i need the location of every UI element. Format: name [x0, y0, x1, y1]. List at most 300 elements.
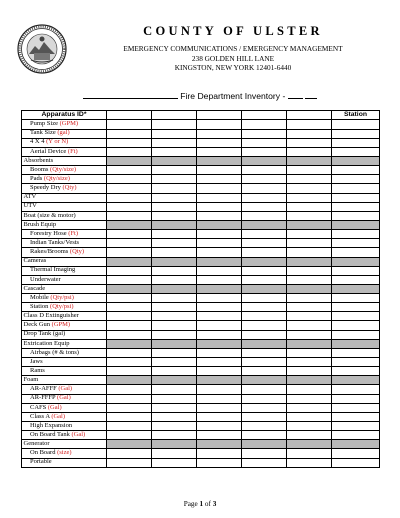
station-cell[interactable]: [332, 211, 380, 220]
station-cell[interactable]: [332, 239, 380, 248]
total-pages: 3: [212, 500, 217, 508]
station-cell[interactable]: [332, 193, 380, 202]
station-cell[interactable]: [332, 303, 380, 312]
apparatus-cell[interactable]: [287, 303, 332, 312]
apparatus-cell[interactable]: [107, 166, 152, 175]
apparatus-cell: [107, 440, 152, 449]
station-cell[interactable]: [332, 147, 380, 156]
apparatus-cell[interactable]: [197, 175, 242, 184]
department-line: EMERGENCY COMMUNICATIONS / EMERGENCY MANAGEMENT: [123, 44, 343, 53]
row-unit: (Ft): [68, 229, 79, 237]
row-label-text: AR-FFFP: [30, 394, 58, 402]
apparatus-cell[interactable]: [242, 449, 287, 458]
apparatus-cell[interactable]: [152, 111, 197, 120]
of-word: of: [203, 500, 213, 508]
apparatus-cell[interactable]: [287, 147, 332, 156]
station-cell[interactable]: [332, 312, 380, 321]
apparatus-cell: [107, 220, 152, 229]
apparatus-cell[interactable]: [107, 358, 152, 367]
apparatus-cell[interactable]: [197, 458, 242, 467]
row-label: [22, 431, 107, 440]
apparatus-cell[interactable]: [242, 120, 287, 129]
station-cell[interactable]: [332, 394, 380, 403]
row-label: [22, 266, 107, 275]
apparatus-cell[interactable]: [287, 385, 332, 394]
apparatus-cell[interactable]: [197, 330, 242, 339]
row-label-text: Airbags (# & tons): [30, 348, 79, 356]
apparatus-cell[interactable]: [287, 431, 332, 440]
apparatus-cell: [197, 220, 242, 229]
apparatus-cell[interactable]: [287, 175, 332, 184]
row-label: [22, 367, 107, 376]
apparatus-cell[interactable]: [107, 111, 152, 120]
row-label-text: UTV: [23, 202, 37, 210]
row-label-text: Pads: [30, 175, 44, 183]
station-cell[interactable]: [332, 120, 380, 129]
apparatus-cell[interactable]: [152, 449, 197, 458]
apparatus-cell[interactable]: [242, 367, 287, 376]
apparatus-cell[interactable]: [242, 111, 287, 120]
station-cell[interactable]: [332, 367, 380, 376]
apparatus-cell[interactable]: [107, 321, 152, 330]
apparatus-cell: [287, 220, 332, 229]
station-cell[interactable]: [332, 248, 380, 257]
station-header: Station: [332, 111, 380, 120]
apparatus-cell[interactable]: [152, 312, 197, 321]
apparatus-cell[interactable]: [107, 193, 152, 202]
category-row: [22, 156, 380, 165]
apparatus-cell[interactable]: [197, 184, 242, 193]
apparatus-cell[interactable]: [287, 394, 332, 403]
row-unit: (Qty/psi): [50, 303, 74, 311]
apparatus-cell[interactable]: [197, 230, 242, 239]
apparatus-cell[interactable]: [197, 312, 242, 321]
apparatus-cell[interactable]: [107, 458, 152, 467]
apparatus-cell[interactable]: [197, 321, 242, 330]
row-label-text: Foam: [23, 376, 39, 384]
apparatus-cell[interactable]: [242, 138, 287, 147]
table-header-row: [22, 111, 380, 120]
apparatus-cell[interactable]: [287, 458, 332, 467]
apparatus-cell[interactable]: [197, 211, 242, 220]
apparatus-cell[interactable]: [197, 111, 242, 120]
apparatus-cell[interactable]: [287, 129, 332, 138]
row-label-text: Cameras: [23, 257, 47, 265]
county-seal-icon: [17, 24, 67, 74]
apparatus-cell[interactable]: [107, 239, 152, 248]
station-cell[interactable]: [332, 129, 380, 138]
row-label: [22, 321, 107, 330]
apparatus-cell[interactable]: [287, 275, 332, 284]
apparatus-cell[interactable]: [152, 184, 197, 193]
apparatus-cell[interactable]: [242, 184, 287, 193]
apparatus-cell[interactable]: [197, 412, 242, 421]
apparatus-cell[interactable]: [152, 403, 197, 412]
row-label-text: On Board Tank: [30, 430, 72, 438]
apparatus-cell: [197, 339, 242, 348]
row-unit: (Gal): [47, 403, 62, 411]
apparatus-cell[interactable]: [107, 403, 152, 412]
apparatus-cell[interactable]: [152, 147, 197, 156]
apparatus-cell[interactable]: [152, 193, 197, 202]
apparatus-cell[interactable]: [242, 239, 287, 248]
apparatus-cell[interactable]: [107, 348, 152, 357]
table-row: [22, 175, 380, 184]
table-row: [22, 230, 380, 239]
table-row: [22, 120, 380, 129]
apparatus-cell[interactable]: [242, 330, 287, 339]
apparatus-cell[interactable]: [242, 248, 287, 257]
station-cell[interactable]: [332, 138, 380, 147]
apparatus-cell[interactable]: [107, 248, 152, 257]
table-row: [22, 422, 380, 431]
station-cell: [332, 284, 380, 293]
apparatus-cell[interactable]: [287, 248, 332, 257]
apparatus-cell[interactable]: [242, 230, 287, 239]
apparatus-cell[interactable]: [152, 385, 197, 394]
row-label-text: Absorbents: [23, 156, 54, 164]
station-cell[interactable]: [332, 412, 380, 421]
apparatus-cell[interactable]: [287, 230, 332, 239]
apparatus-cell[interactable]: [197, 193, 242, 202]
apparatus-cell[interactable]: [242, 458, 287, 467]
apparatus-cell[interactable]: [152, 294, 197, 303]
apparatus-cell[interactable]: [107, 422, 152, 431]
row-label-text: Rakes/Brooms: [30, 248, 70, 256]
apparatus-cell[interactable]: [287, 321, 332, 330]
row-label-text: Mobile: [30, 293, 51, 301]
row-unit: (Y or N): [46, 138, 69, 146]
apparatus-cell[interactable]: [197, 303, 242, 312]
apparatus-cell[interactable]: [107, 202, 152, 211]
row-label-text: Pump Size: [30, 120, 60, 128]
table-row: [22, 449, 380, 458]
row-label: [22, 294, 107, 303]
apparatus-cell[interactable]: [107, 303, 152, 312]
station-cell[interactable]: [332, 275, 380, 284]
apparatus-cell[interactable]: [152, 348, 197, 357]
row-label-text: Generator: [23, 440, 50, 448]
row-label: [22, 403, 107, 412]
row-label: [22, 147, 107, 156]
apparatus-cell[interactable]: [197, 394, 242, 403]
row-unit: (GPM): [59, 120, 79, 128]
current-page: 1: [199, 500, 204, 508]
apparatus-cell: [197, 257, 242, 266]
apparatus-cell[interactable]: [152, 303, 197, 312]
station-cell[interactable]: [332, 266, 380, 275]
apparatus-cell[interactable]: [242, 303, 287, 312]
apparatus-cell[interactable]: [287, 239, 332, 248]
apparatus-cell[interactable]: [287, 449, 332, 458]
row-label: [22, 120, 107, 129]
row-label: [22, 220, 107, 229]
apparatus-cell: [242, 440, 287, 449]
date-blank-2[interactable]: [305, 98, 317, 99]
apparatus-cell: [242, 284, 287, 293]
table-row: [22, 367, 380, 376]
table-row: [22, 239, 380, 248]
station-cell[interactable]: [332, 403, 380, 412]
apparatus-cell[interactable]: [107, 312, 152, 321]
station-cell[interactable]: [332, 348, 380, 357]
row-label-text: Thermal Imaging: [30, 266, 76, 274]
apparatus-cell[interactable]: [152, 412, 197, 421]
apparatus-cell[interactable]: [152, 266, 197, 275]
apparatus-cell[interactable]: [107, 394, 152, 403]
apparatus-cell[interactable]: [107, 175, 152, 184]
apparatus-cell[interactable]: [242, 394, 287, 403]
table-row: [22, 266, 380, 275]
apparatus-cell[interactable]: [197, 358, 242, 367]
apparatus-cell[interactable]: [197, 120, 242, 129]
table-row: [22, 431, 380, 440]
name-blank[interactable]: [83, 98, 178, 99]
row-label: [22, 449, 107, 458]
table-row: [22, 348, 380, 357]
apparatus-cell[interactable]: [107, 138, 152, 147]
apparatus-cell[interactable]: [242, 312, 287, 321]
agency-address: [70, 44, 396, 73]
row-label-text: Brush Equip: [23, 220, 57, 228]
table-row: [22, 294, 380, 303]
station-cell[interactable]: [332, 422, 380, 431]
apparatus-cell[interactable]: [197, 266, 242, 275]
apparatus-cell[interactable]: [197, 239, 242, 248]
table-row: [22, 412, 380, 421]
category-row: [22, 257, 380, 266]
row-label: [22, 330, 107, 339]
apparatus-cell[interactable]: [287, 111, 332, 120]
apparatus-cell[interactable]: [152, 330, 197, 339]
row-label: [22, 211, 107, 220]
apparatus-cell[interactable]: [152, 211, 197, 220]
apparatus-cell: [242, 156, 287, 165]
apparatus-cell[interactable]: [197, 166, 242, 175]
apparatus-cell[interactable]: [287, 348, 332, 357]
row-unit: (size): [57, 449, 72, 457]
station-cell[interactable]: [332, 175, 380, 184]
apparatus-cell[interactable]: [242, 422, 287, 431]
station-cell[interactable]: [332, 330, 380, 339]
row-label: [22, 376, 107, 385]
apparatus-cell[interactable]: [287, 403, 332, 412]
row-label: [22, 358, 107, 367]
apparatus-cell[interactable]: [107, 184, 152, 193]
apparatus-cell[interactable]: [197, 403, 242, 412]
apparatus-cell[interactable]: [107, 449, 152, 458]
table-row: [22, 138, 380, 147]
street-line: 238 GOLDEN HILL LANE: [191, 53, 275, 63]
apparatus-cell[interactable]: [242, 385, 287, 394]
station-cell[interactable]: [332, 358, 380, 367]
apparatus-cell[interactable]: [197, 449, 242, 458]
apparatus-cell[interactable]: [152, 239, 197, 248]
apparatus-cell[interactable]: [197, 138, 242, 147]
apparatus-cell[interactable]: [287, 330, 332, 339]
apparatus-cell[interactable]: [287, 184, 332, 193]
row-unit: (Gal): [58, 385, 73, 393]
apparatus-cell[interactable]: [152, 275, 197, 284]
apparatus-cell[interactable]: [242, 129, 287, 138]
row-label-text: Rams: [30, 367, 45, 374]
row-label-text: Indian Tanks/Vests: [30, 239, 80, 247]
row-label: [22, 166, 107, 175]
apparatus-cell[interactable]: [107, 367, 152, 376]
apparatus-cell[interactable]: [242, 175, 287, 184]
row-label-text: Speedy Dry: [30, 184, 63, 192]
station-cell[interactable]: [332, 431, 380, 440]
table-row: [22, 275, 380, 284]
apparatus-cell[interactable]: [287, 412, 332, 421]
apparatus-cell[interactable]: [287, 367, 332, 376]
apparatus-cell[interactable]: [197, 248, 242, 257]
station-cell: [332, 339, 380, 348]
apparatus-cell[interactable]: [152, 248, 197, 257]
apparatus-cell[interactable]: [152, 431, 197, 440]
row-label: [22, 129, 107, 138]
row-label: [22, 284, 107, 293]
apparatus-cell[interactable]: [287, 312, 332, 321]
row-label-text: CAFS: [30, 403, 48, 411]
row-unit: (Ft): [67, 147, 78, 155]
apparatus-cell[interactable]: [242, 211, 287, 220]
apparatus-cell[interactable]: [152, 175, 197, 184]
apparatus-cell[interactable]: [107, 230, 152, 239]
apparatus-cell[interactable]: [152, 166, 197, 175]
apparatus-cell[interactable]: [107, 147, 152, 156]
apparatus-cell[interactable]: [242, 412, 287, 421]
apparatus-cell[interactable]: [152, 458, 197, 467]
apparatus-cell: [197, 284, 242, 293]
apparatus-cell[interactable]: [107, 412, 152, 421]
apparatus-cell[interactable]: [287, 294, 332, 303]
apparatus-cell[interactable]: [242, 431, 287, 440]
apparatus-cell[interactable]: [152, 358, 197, 367]
apparatus-cell[interactable]: [242, 166, 287, 175]
apparatus-cell[interactable]: [197, 147, 242, 156]
row-unit: (Gal): [57, 394, 71, 402]
row-unit: (Qty/psi): [50, 293, 74, 301]
table-row: [22, 358, 380, 367]
apparatus-cell[interactable]: [287, 138, 332, 147]
apparatus-cell[interactable]: [242, 266, 287, 275]
apparatus-cell: [152, 284, 197, 293]
apparatus-cell[interactable]: [242, 403, 287, 412]
station-cell[interactable]: [332, 294, 380, 303]
station-cell: [332, 440, 380, 449]
apparatus-cell[interactable]: [152, 394, 197, 403]
table-row: [22, 330, 380, 339]
apparatus-cell[interactable]: [197, 294, 242, 303]
station-cell[interactable]: [332, 202, 380, 211]
apparatus-cell[interactable]: [152, 321, 197, 330]
row-label-text: Drop Tank (gal): [23, 330, 66, 338]
apparatus-cell[interactable]: [152, 138, 197, 147]
apparatus-cell[interactable]: [107, 129, 152, 138]
apparatus-cell[interactable]: [197, 275, 242, 284]
table-row: [22, 147, 380, 156]
station-cell[interactable]: [332, 184, 380, 193]
table-row: [22, 248, 380, 257]
row-label-text: Deck Gun: [23, 321, 52, 329]
apparatus-cell[interactable]: [287, 202, 332, 211]
apparatus-cell[interactable]: [242, 193, 287, 202]
row-label: [22, 422, 107, 431]
apparatus-cell[interactable]: [152, 230, 197, 239]
row-label: [22, 184, 107, 193]
apparatus-cell[interactable]: [152, 202, 197, 211]
row-label: [22, 440, 107, 449]
row-label: [22, 230, 107, 239]
apparatus-cell[interactable]: [197, 129, 242, 138]
apparatus-cell[interactable]: [287, 166, 332, 175]
apparatus-cell[interactable]: [287, 422, 332, 431]
apparatus-cell[interactable]: [107, 294, 152, 303]
apparatus-cell[interactable]: [242, 294, 287, 303]
apparatus-cell[interactable]: [242, 321, 287, 330]
apparatus-cell[interactable]: [152, 129, 197, 138]
apparatus-cell[interactable]: [152, 120, 197, 129]
station-cell[interactable]: [332, 385, 380, 394]
row-label: [22, 193, 107, 202]
apparatus-cell[interactable]: [197, 385, 242, 394]
apparatus-cell[interactable]: [197, 348, 242, 357]
apparatus-cell[interactable]: [242, 358, 287, 367]
apparatus-cell[interactable]: [197, 431, 242, 440]
apparatus-cell[interactable]: [107, 266, 152, 275]
apparatus-cell[interactable]: [107, 330, 152, 339]
county-name: COUNTY OF ULSTER: [143, 24, 323, 38]
apparatus-cell[interactable]: [242, 275, 287, 284]
apparatus-cell[interactable]: [152, 422, 197, 431]
date-separator: [303, 91, 305, 101]
apparatus-cell[interactable]: [287, 358, 332, 367]
apparatus-cell: [287, 284, 332, 293]
apparatus-cell: [152, 257, 197, 266]
table-row: [22, 166, 380, 175]
apparatus-cell[interactable]: [287, 120, 332, 129]
table-row: [22, 193, 380, 202]
station-cell[interactable]: [332, 166, 380, 175]
apparatus-cell[interactable]: [242, 147, 287, 156]
row-label: [22, 248, 107, 257]
apparatus-cell[interactable]: [242, 348, 287, 357]
apparatus-cell[interactable]: [242, 202, 287, 211]
apparatus-cell[interactable]: [107, 211, 152, 220]
apparatus-cell[interactable]: [197, 422, 242, 431]
apparatus-cell: [107, 376, 152, 385]
apparatus-cell[interactable]: [287, 266, 332, 275]
page-indicator: [0, 500, 400, 508]
station-cell[interactable]: [332, 458, 380, 467]
station-cell[interactable]: [332, 449, 380, 458]
apparatus-cell[interactable]: [287, 211, 332, 220]
apparatus-cell[interactable]: [107, 275, 152, 284]
apparatus-cell[interactable]: [107, 385, 152, 394]
apparatus-cell[interactable]: [107, 120, 152, 129]
apparatus-cell[interactable]: [197, 367, 242, 376]
apparatus-cell[interactable]: [287, 193, 332, 202]
station-cell[interactable]: [332, 230, 380, 239]
row-label-text: ATV: [23, 193, 37, 201]
apparatus-cell[interactable]: [197, 202, 242, 211]
inventory-table: [21, 110, 380, 468]
apparatus-cell[interactable]: [107, 431, 152, 440]
date-blank-1[interactable]: [288, 98, 303, 99]
apparatus-cell[interactable]: [152, 367, 197, 376]
station-cell[interactable]: [332, 321, 380, 330]
